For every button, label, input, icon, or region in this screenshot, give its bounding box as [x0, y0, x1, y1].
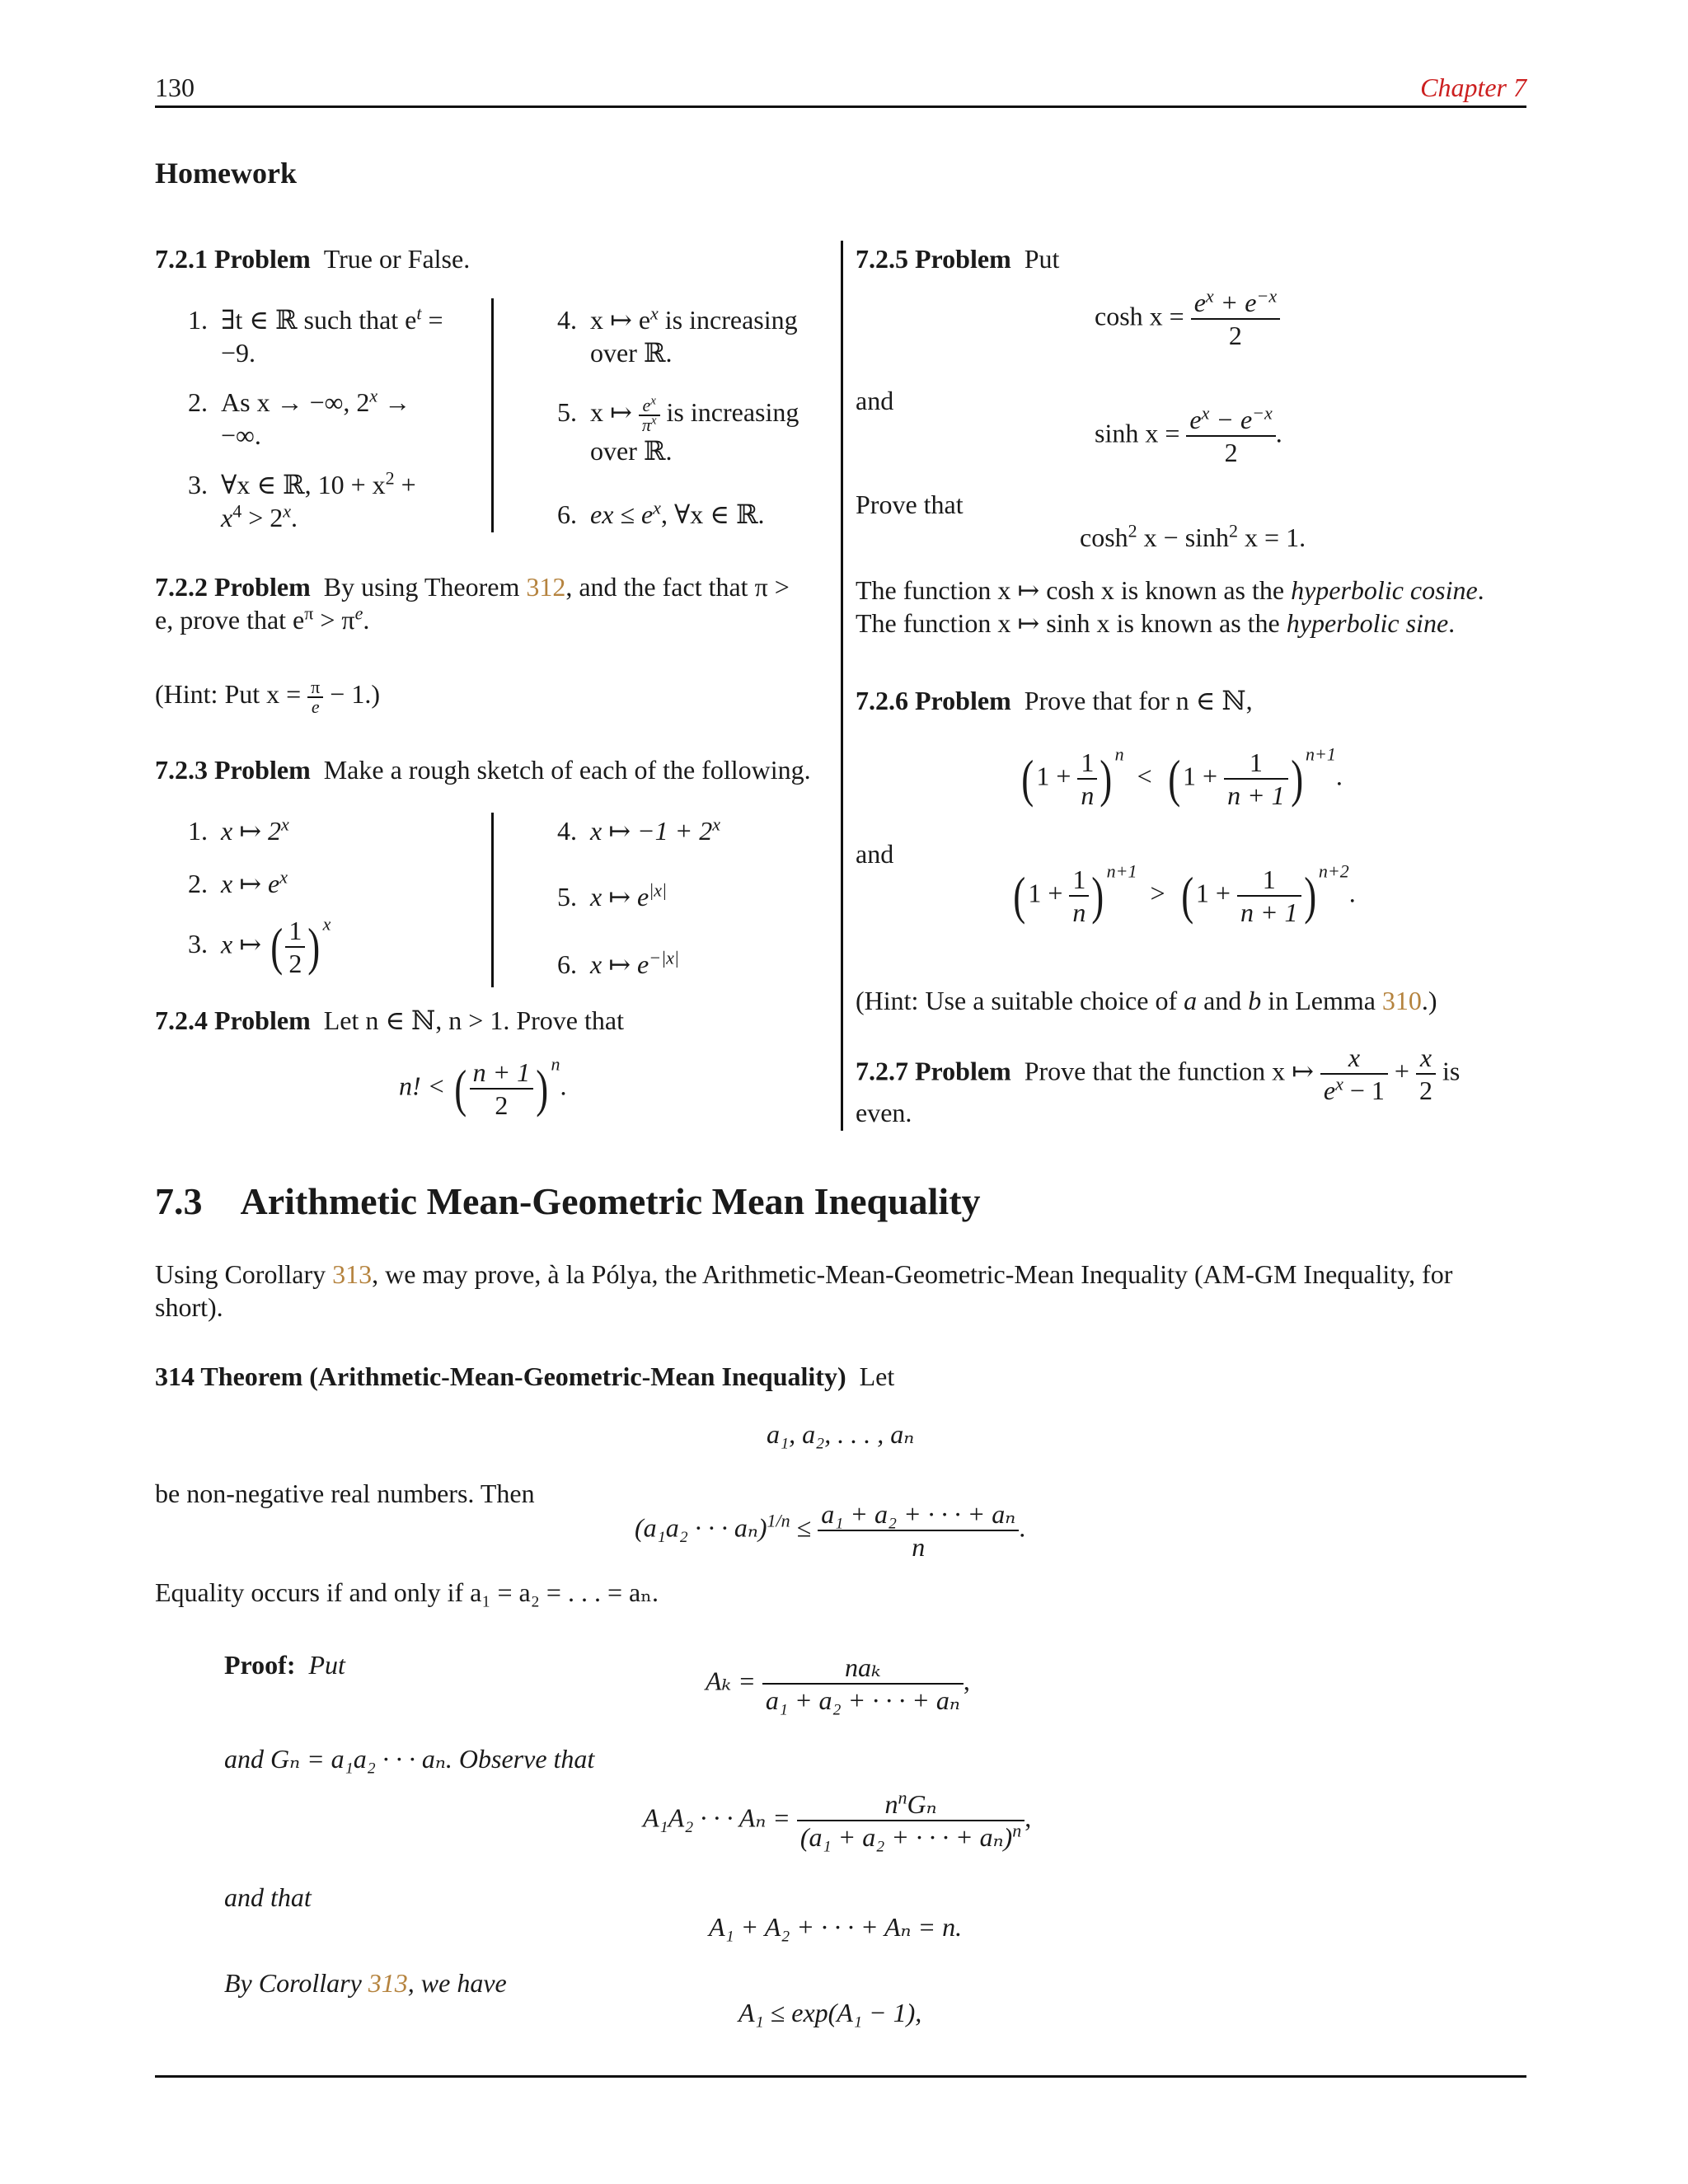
problem-7-2-2-hint: (Hint: Put x = $\frac{\pi}{e}$ − 1.) — [155, 676, 380, 717]
fraction: $\frac{1}{n}$ — [1077, 747, 1097, 811]
tf-item-5: 5. x ↦ $\frac{e^x}{\pi^x}$ is increasing over ℝ. — [557, 394, 799, 466]
fraction: $\frac{1}{n + 1}$ — [1237, 864, 1301, 928]
section-number: 7.3 — [155, 1180, 203, 1222]
product-identity: A₁A₂ · · · Aₙ = $\frac{n^nG_n}{(a_1 + a_2 + \cdot \cdot \cdot + a_n)^n}$ , — [643, 1787, 1032, 1852]
sum-identity: A₁ + A₂ + · · · + Aₙ = n. — [709, 1912, 963, 1942]
problem-7-2-4-header: 7.2.4 Problem Let n ∈ ℕ, n > 1. Prove that — [155, 1005, 624, 1035]
problem-7-2-5-header: 7.2.5 Problem Put — [856, 244, 1060, 274]
sinh-definition: sinh x = $\frac{e^x - e^{-x}}{2}$ . — [1095, 402, 1282, 467]
tf-item-6: 6. ex ≤ $e^x$, ∀x ∈ ℝ. — [557, 497, 765, 529]
fraction: $\frac{e^x - e^{-x}}{2}$ — [1186, 404, 1275, 468]
problem-7-2-7: 7.2.7 Problem Prove that the function x ↦ $\frac{x}{e^x - 1}$ + $\frac{x}{2}$ is — [856, 1043, 1461, 1105]
header-rule — [155, 105, 1526, 108]
sketch-item-6: 6. x ↦ $e^{-|x|}$ — [557, 947, 679, 979]
problem-7-2-4-formula: n! < ( $\frac{n + 1}{2}$ ) $^n$. — [399, 1053, 567, 1120]
gn-definition: and Gₙ = a₁a₂ · · · aₙ. Observe that — [224, 1744, 595, 1774]
fraction: $\frac{\text{a₁ + a₂ + · · · + aₙ}}{n}$ — [818, 1498, 1019, 1563]
problem-7-2-2: 7.2.2 Problem By using Theorem 312, and the fact that π > e, prove that $e^\pi > \pi^e$. — [155, 572, 790, 635]
amgm-inequality: (a₁a₂ · · · aₙ)$^{1/n}$ ≤ $\frac{\text{a₁ + a₂ + · · · + aₙ}}{n}$ . — [635, 1499, 1026, 1562]
problem-7-2-7-line2: even. — [856, 1098, 912, 1127]
fraction: $\frac{1}{n + 1}$ — [1224, 747, 1288, 811]
hyperbolic-description: The function x ↦ cosh x is known as the hyperbolic cosine. The function x ↦ sinh x is known as the hyperbolic sine. — [856, 575, 1484, 638]
inequality-2: (1 + $\frac{1}{n}$ ) $^{n+1}$ > (1 + $\frac{1}{n + 1}$ ) $^{n+2}$. — [1013, 860, 1356, 927]
sketch-item-4: 4. x ↦ $-1 + 2^x$ — [557, 813, 720, 846]
tf-item-3: 3. ∀x ∈ ℝ, $10 + x^2$ + $x^4 > 2^x$. — [188, 467, 416, 532]
sequence: a₁, a₂, . . . , aₙ — [767, 1419, 915, 1449]
proof-start: Proof: Put — [224, 1650, 345, 1680]
fraction: $\frac{n^nG_n}{(a_1 + a_2 + \cdot \cdot \cdot + a_n)^n}$ — [797, 1788, 1025, 1853]
problem-7-2-6-hint: (Hint: Use a suitable choice of a and b in Lemma 310.) — [856, 986, 1437, 1015]
and-that-text: and that — [224, 1882, 312, 1912]
lemma-310-link[interactable]: 310 — [1381, 986, 1422, 1015]
equality-condition: Equality occurs if and only if a₁ = a₂ = . . . = aₙ. — [155, 1577, 659, 1607]
prove-that-text: Prove that — [856, 490, 964, 519]
sketch-item-3: 3. x ↦ ( $\frac{1}{2}$ ) $^x$ — [188, 913, 331, 978]
fraction: $\frac{1}{n}$ — [1069, 864, 1089, 928]
fraction: $\frac{x}{2}$ — [1416, 1042, 1436, 1106]
tf-item-2: 2. As x → −∞, $2^x$ → −∞. — [188, 385, 411, 450]
homework-heading: Homework — [155, 157, 297, 190]
inequality-1: (1 + $\frac{1}{n}$ ) $^n$ < (1 + $\frac{1}{n + 1}$ ) $^{n+1}$. — [1021, 743, 1343, 810]
corollary-313-link[interactable]: 313 — [332, 1259, 373, 1289]
sketch-item-1: 1. x ↦ 2$^x$ — [188, 813, 289, 846]
footer-rule — [155, 2075, 1526, 2078]
problem-label: 7.2.1 Problem — [155, 244, 311, 274]
be-nonnegative-text: be non-negative real numbers. Then — [155, 1479, 535, 1508]
problem-7-2-1-inner-divider — [491, 298, 494, 532]
problem-7-2-1-header — [155, 242, 470, 275]
column-divider — [841, 241, 843, 1131]
fraction: $\frac{e^x + e^{-x}}{2}$ — [1191, 287, 1280, 351]
chapter-link[interactable]: Chapter 7 — [1420, 73, 1526, 102]
section-intro: Using Corollary 313, we may prove, à la Pólya, the Arithmetic-Mean-Geometric-Mean Inequality (AM-GM Inequality, for short). — [155, 1259, 1453, 1322]
cosh-definition: cosh x = $\frac{e^x + e^{-x}}{2}$ — [1095, 287, 1280, 361]
sketch-item-5: 5. x ↦ $e^{|x|}$ — [557, 879, 668, 912]
sketch-item-2: 2. x ↦ $e^x$ — [188, 866, 288, 898]
problem-7-2-3-header: 7.2.3 Problem Make a rough sketch of each of the following. — [155, 755, 811, 785]
page-number: 130 — [155, 73, 195, 102]
problem-7-2-6-header: 7.2.6 Problem Prove that for n ∈ ℕ, — [856, 686, 1253, 715]
fraction: $\frac{1}{2}$ — [285, 915, 305, 979]
corollary-313-link-2[interactable]: 313 — [368, 1968, 408, 1998]
fraction: $\frac{x}{e^x - 1}$ — [1320, 1042, 1388, 1106]
fraction: $\frac{e^x}{\pi^x}$ — [639, 396, 660, 434]
ak-definition: Aₖ = $\frac{\text{naₖ}}{\text{a₁ + a₂ + · · · + aₙ}}$ , — [706, 1652, 970, 1715]
and-text-2: and — [856, 839, 894, 869]
hyperbolic-identity: $\cosh^2 x - \sinh^2 x = 1$. — [1080, 520, 1306, 552]
theorem-312-link[interactable]: 312 — [526, 572, 566, 602]
section-heading — [155, 1179, 981, 1225]
theorem-314: 314 Theorem (Arithmetic-Mean-Geometric-Mean Inequality) Let — [155, 1361, 895, 1391]
fraction: $\frac{\text{naₖ}}{\text{a₁ + a₂ + · · · + aₙ}}$ — [762, 1652, 964, 1716]
tf-item-4: 4. x ↦ $e^x$ is increasing over ℝ. — [557, 302, 798, 368]
problem-7-2-3-inner-divider — [491, 813, 494, 987]
tf-item-1: 1. ∃t ∈ ℝ such that $e^t$ = −9. — [188, 302, 443, 368]
and-text: and — [856, 386, 894, 415]
exp-inequality: A₁ ≤ exp(A₁ − 1), — [738, 1998, 922, 2027]
fraction: $\frac{\pi}{e}$ — [307, 678, 323, 716]
section-title: Arithmetic Mean-Geometric Mean Inequality — [240, 1180, 981, 1222]
by-corollary-text: By Corollary 313, we have — [224, 1968, 507, 1998]
problem-text: True or False. — [323, 244, 471, 274]
fraction: $\frac{n + 1}{2}$ — [470, 1057, 534, 1121]
